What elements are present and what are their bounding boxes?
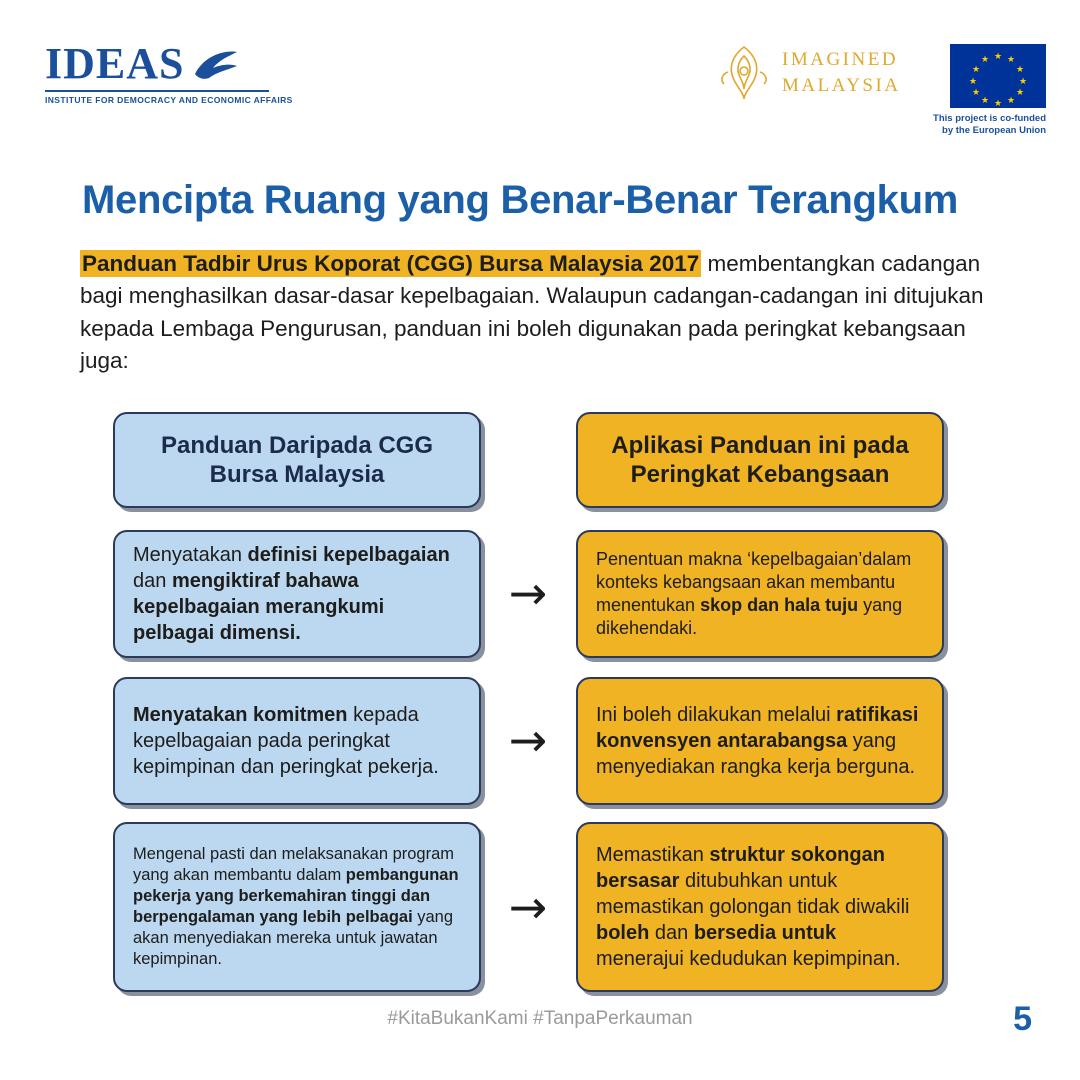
- right-cell-3-text-1: Memastikan: [596, 844, 710, 866]
- ideas-tagline: INSTITUTE FOR DEMOCRACY AND ECONOMIC AFFAIRS: [45, 95, 293, 105]
- page-number: 5: [1013, 1000, 1032, 1038]
- left-cell-1-text-1: Menyatakan: [133, 544, 248, 566]
- intro-highlight: Panduan Tadbir Urus Koporat (CGG) Bursa Malaysia 2017: [82, 251, 700, 276]
- imagined-line-2: MALAYSIA: [782, 75, 901, 96]
- right-cell-1-bold-1: skop dan hala tuju: [700, 595, 859, 615]
- right-cell-3-bold-3: bersedia untuk: [693, 922, 837, 944]
- intro-paragraph: [80, 248, 995, 378]
- ideas-divider: [45, 90, 269, 92]
- column-left-heading: Panduan Daripada CGG Bursa Malaysia: [113, 412, 481, 508]
- ideas-swoosh-icon: [193, 48, 239, 82]
- right-cell-3-text-3: dan: [649, 922, 694, 944]
- left-cell-3: [113, 822, 481, 992]
- left-cell-3-text-1: Mengenal pasti dan melaksanakan program yang akan membantu dalam: [133, 845, 455, 885]
- arrow-row-1-icon: →: [508, 566, 548, 620]
- left-cell-3-text-2: yang akan menyediakan mereka untuk jawatan kepimpinan.: [133, 908, 454, 968]
- imagined-malaysia-logo: [718, 44, 901, 102]
- right-cell-1-text-1: Penentuan makna ‘kepelbagaian’dalam konteks kebangsaan akan membantu menentukan: [596, 548, 912, 615]
- songket-ornament-icon: [718, 44, 770, 102]
- arrow-row-2-icon: →: [508, 713, 548, 767]
- right-cell-1-text-2: yang dikehendaki.: [596, 595, 903, 639]
- column-right-heading: Aplikasi Panduan ini pada Peringkat Kebangsaan: [576, 412, 944, 508]
- right-cell-2: [576, 677, 944, 805]
- left-cell-1-text-2: dan: [133, 570, 172, 592]
- page-title: Mencipta Ruang yang Benar-Benar Terangkum: [82, 178, 959, 222]
- imagined-line-1: IMAGINED: [782, 49, 899, 71]
- right-cell-3-bold-1: struktur sokongan bersasar: [596, 844, 885, 892]
- eu-funding-caption: This project is co-funded by the European Union: [933, 113, 1046, 136]
- left-cell-3-bold-1: pembangunan pekerja yang berkemahiran tinggi dan berpengalaman yang lebih pelbagai: [133, 866, 459, 926]
- right-cell-1: [576, 530, 944, 658]
- right-cell-2-text-2: yang menyediakan rangka kerja berguna.: [596, 730, 916, 778]
- arrow-row-3-icon: →: [508, 880, 548, 934]
- footer-hashtags: #KitaBukanKami #TanpaPerkauman: [387, 1008, 693, 1029]
- right-cell-3-bold-2: boleh: [596, 922, 650, 944]
- eu-funding-block: [928, 44, 1046, 137]
- left-cell-2-bold-1: Menyatakan komitmen: [133, 704, 348, 726]
- right-cell-3-text-4: menerajui kedudukan kepimpinan.: [596, 948, 901, 970]
- ideas-wordmark: IDEAS: [45, 39, 185, 88]
- intro-rest: membentangkan cadangan bagi menghasilkan dasar-dasar kepelbagaian. Walaupun cadangan-cadangan ini ditujukan kepada Lembaga Pengurusan, panduan ini boleh digunakan pada peringkat kebangsaan juga:: [80, 251, 984, 374]
- right-cell-3-text-2: ditubuhkan untuk memastikan golongan tidak diwakili: [596, 870, 910, 918]
- left-cell-2: [113, 677, 481, 805]
- right-cell-2-bold-1: ratifikasi konvensyen antarabangsa: [596, 704, 919, 752]
- right-cell-2-text-1: Ini boleh dilakukan melalui: [596, 704, 837, 726]
- left-cell-1: [113, 530, 481, 658]
- ideas-logo: [45, 39, 345, 105]
- left-cell-1-bold-1: definisi kepelbagaian: [247, 544, 450, 566]
- left-cell-1-bold-2: mengiktiraf bahawa kepelbagaian merangkumi pelbagai dimensi.: [133, 570, 385, 644]
- eu-flag-icon: ★ ★ ★ ★ ★ ★ ★ ★ ★ ★ ★ ★: [950, 44, 1046, 108]
- page-header: [0, 0, 1080, 140]
- right-cell-3: [576, 822, 944, 992]
- imagined-malaysia-wordmark: [782, 47, 901, 98]
- left-cell-2-text-1: kepada kepelbagaian pada peringkat kepimpinan dan peringkat pekerja.: [133, 704, 439, 778]
